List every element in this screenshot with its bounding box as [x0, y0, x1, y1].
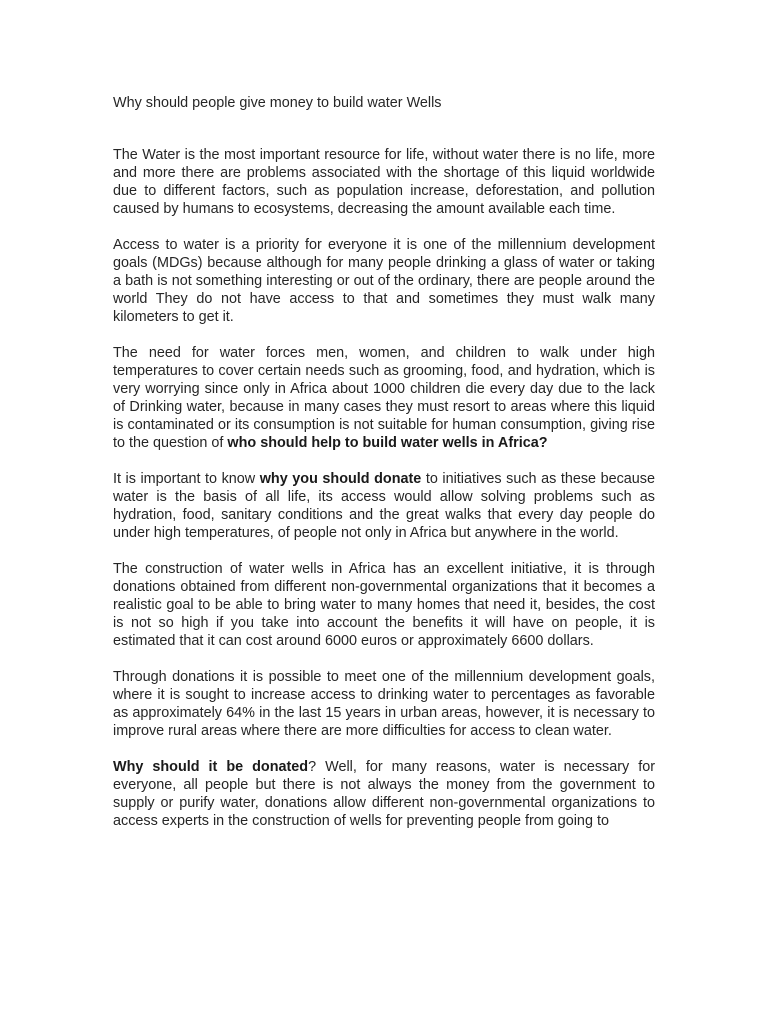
paragraph-need-for-water [113, 344, 655, 452]
document-title: Why should people give money to build water Wells [113, 95, 442, 111]
bold-question: who should help to build water wells in Africa? [227, 435, 548, 451]
paragraph-text: ? Well, for many reasons, water is necessary for everyone, all people but there is not always the money from the government to supply or purify water, donations allow different non-governmental organizations to access experts in the construction of wells for preventing people from going to [113, 759, 655, 829]
bold-phrase: why you should donate [259, 471, 422, 487]
paragraph-why-donate [113, 470, 655, 542]
paragraph-water-importance: The Water is the most important resource for life, without water there is no life, more and more there are problems associated with the shortage of this liquid worldwide due to different factors, such as population increase, deforestation, and pollution caused by humans to ecosystems, decreasing the amount available each time. [113, 147, 655, 217]
paragraph-why-donated [113, 758, 655, 830]
bold-question: Why should it be donated [113, 759, 309, 775]
paragraph-donations-goals: Through donations it is possible to meet one of the millennium development goals, where it is sought to increase access to drinking water to percentages as favorable as approximately 64% in the last 15 years in urban areas, however, it is necessary to improve rural areas where there are more difficulties for access to clean water. [113, 669, 655, 739]
paragraph-construction-cost: The construction of water wells in Africa has an excellent initiative, it is through donations obtained from different non-governmental organizations that it becomes a realistic goal to be able to bring water to many homes that need it, besides, the cost is not so high if you take into account the benefits it will have on people, it is estimated that it can cost around 6000 euros or approximately 6600 dollars. [113, 561, 655, 649]
document-page [113, 94, 655, 848]
paragraph-text: It is important to know [113, 471, 260, 487]
paragraph-access-priority: Access to water is a priority for everyone it is one of the millennium development goals (MDGs) because although for many people drinking a glass of water or taking a bath is not something interesting or out of the ordinary, there are people around the world They do not have access to that and sometimes they must walk many kilometers to get it. [113, 237, 655, 325]
paragraph-text: to initiatives such as these because water is the basis of all life, its access would allow solving problems such as hydration, food, sanitary conditions and the great walks that every day people do under high temperatures, of people not only in Africa but anywhere in the world. [113, 471, 655, 541]
paragraph-text: The need for water forces men, women, and children to walk under high temperatures to cover certain needs such as grooming, food, and hydration, which is very worrying since only in Africa about 1000 children die every day due to the lack of Drinking water, because in many cases they must resort to areas where this liquid is contaminated or its consumption is not suitable for human consumption, giving rise to the question of [113, 345, 655, 451]
